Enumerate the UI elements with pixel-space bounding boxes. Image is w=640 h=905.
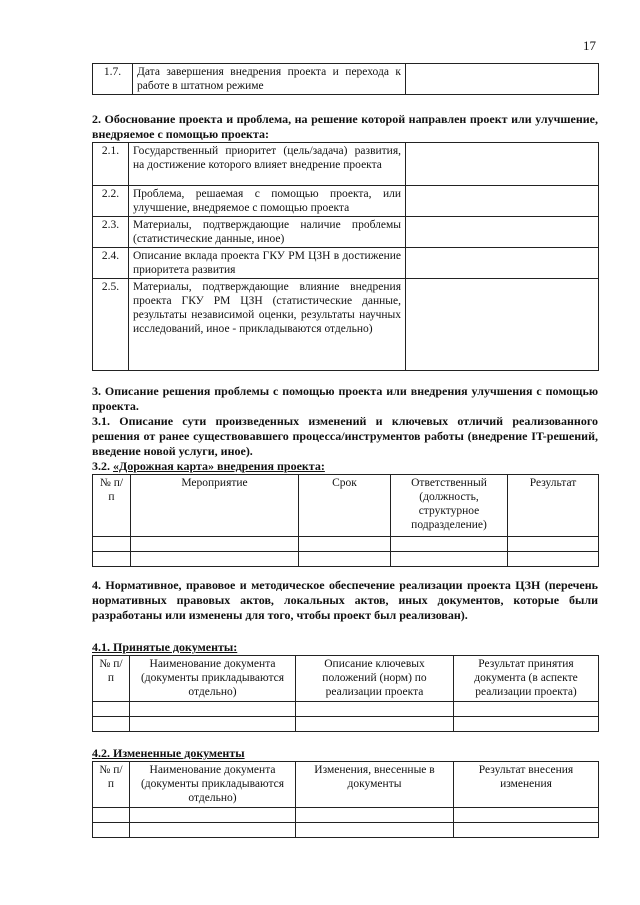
header-num: № п/п: [93, 762, 130, 808]
row-label: Описание вклада проекта ГКУ РМ ЦЗН в достижение приоритета развития: [129, 248, 406, 279]
row-number: 2.4.: [93, 248, 129, 279]
section-3-heading: 3. Описание решения проблемы с помощью проекта или внедрения улучшения с помощью проекта.: [92, 384, 598, 413]
row-label: Дата завершения внедрения проекта и перехода к работе в штатном режиме: [133, 64, 406, 95]
cell[interactable]: [130, 702, 296, 717]
cell[interactable]: [454, 823, 599, 838]
cell[interactable]: [93, 537, 131, 552]
cell[interactable]: [93, 823, 130, 838]
cell[interactable]: [93, 808, 130, 823]
cell[interactable]: [131, 537, 299, 552]
cell[interactable]: [454, 702, 599, 717]
cell[interactable]: [93, 702, 130, 717]
value-cell[interactable]: [406, 143, 599, 186]
header-changes: Изменения, внесенные в документы: [296, 762, 454, 808]
cell[interactable]: [454, 808, 599, 823]
cell[interactable]: [93, 717, 130, 732]
row-label: Государственный приоритет (цель/задача) развития, на достижение которого влияет внедрение проекта: [129, 143, 406, 186]
section-3-2-heading: [92, 459, 598, 474]
page-number: 17: [583, 38, 596, 53]
row-number: 2.3.: [93, 217, 129, 248]
row-label: Материалы, подтверждающие наличие проблемы (статистические данные, иное): [129, 217, 406, 248]
section-3-2-number: 3.2.: [92, 459, 113, 473]
header-responsible: Ответственный (должность, структурное подразделение): [391, 475, 508, 537]
changed-documents-table: [92, 761, 599, 838]
section-2-heading: 2. Обоснование проекта и проблема, на решение которой направлен проект или улучшение, внедряемое с помощью проекта:: [92, 112, 598, 141]
header-change-result: Результат внесения изменения: [454, 762, 599, 808]
value-cell[interactable]: [406, 186, 599, 217]
cell[interactable]: [508, 537, 599, 552]
value-cell[interactable]: [406, 217, 599, 248]
cell[interactable]: [391, 537, 508, 552]
cell[interactable]: [296, 717, 454, 732]
header-num: № п/п: [93, 656, 130, 702]
value-cell[interactable]: [406, 248, 599, 279]
cell[interactable]: [296, 823, 454, 838]
row-number: 1.7.: [93, 64, 133, 95]
section-4-1-heading: 4.1. Принятые документы:: [92, 640, 238, 654]
cell[interactable]: [296, 808, 454, 823]
value-cell[interactable]: [406, 279, 599, 371]
cell[interactable]: [454, 717, 599, 732]
cell[interactable]: [299, 537, 391, 552]
header-document-name: Наименование документа (документы прикладываются отдельно): [130, 762, 296, 808]
header-document-name: Наименование документа (документы прикладываются отдельно): [130, 656, 296, 702]
header-event: Мероприятие: [131, 475, 299, 537]
header-num: № п/п: [93, 475, 131, 537]
cell[interactable]: [130, 717, 296, 732]
cell[interactable]: [130, 808, 296, 823]
cell[interactable]: [93, 552, 131, 567]
section-3-1-heading: 3.1. Описание сути произведенных изменений и ключевых отличий реализованного решения от ранее существовавшего процесса/инструментов работы (внедрение IT-решений, введение новой услуги, иное).: [92, 414, 598, 458]
roadmap-table: [92, 474, 599, 567]
cell[interactable]: [508, 552, 599, 567]
row-label: Материалы, подтверждающие влияние внедрения проекта ГКУ РМ ЦЗН (статистические данные, результаты независимой оценки, результаты научных исследований, иное - прикладываются отдельно): [129, 279, 406, 371]
section-4-2-heading: 4.2. Измененные документы: [92, 746, 245, 760]
cell[interactable]: [130, 823, 296, 838]
cell[interactable]: [391, 552, 508, 567]
row-number: 2.2.: [93, 186, 129, 217]
header-result: Результат: [508, 475, 599, 537]
row-number: 2.5.: [93, 279, 129, 371]
cell[interactable]: [299, 552, 391, 567]
section-3-2-title: «Дорожная карта» внедрения проекта:: [113, 459, 325, 473]
section-2-table: [92, 142, 599, 371]
row-number: 2.1.: [93, 143, 129, 186]
cell[interactable]: [296, 702, 454, 717]
header-key-provisions: Описание ключевых положений (норм) по реализации проекта: [296, 656, 454, 702]
row-label: Проблема, решаемая с помощью проекта, или улучшение, внедряемое с помощью проекта: [129, 186, 406, 217]
header-adoption-result: Результат принятия документа (в аспекте реализации проекта): [454, 656, 599, 702]
header-deadline: Срок: [299, 475, 391, 537]
section-4-heading: 4. Нормативное, правовое и методическое обеспечение реализации проекта ЦЗН (перечень нормативных правовых актов, локальных актов, иных документов, которые были разработаны или изменены для того, чтобы проект был реализован).: [92, 578, 598, 622]
adopted-documents-table: [92, 655, 599, 732]
table-row-1-7: [92, 63, 599, 95]
cell[interactable]: [131, 552, 299, 567]
value-cell[interactable]: [406, 64, 599, 95]
